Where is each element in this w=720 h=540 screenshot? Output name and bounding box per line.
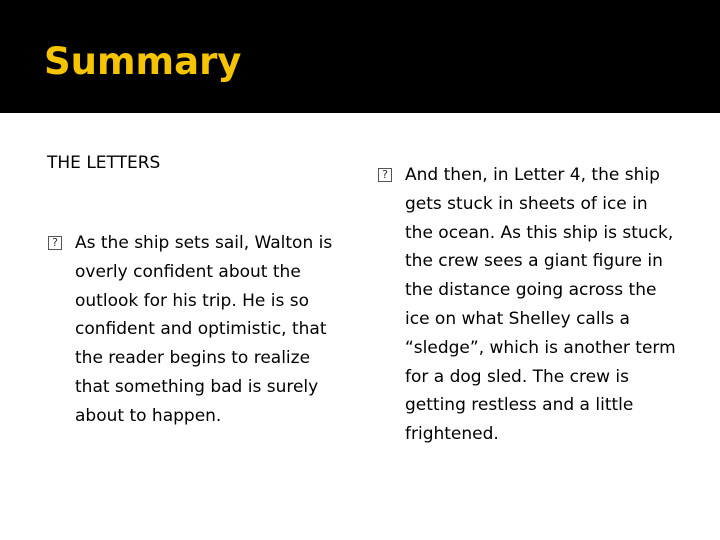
left-heading: THE LETTERS — [47, 153, 161, 173]
right-bullet-text: And then, in Letter 4, the ship gets stuck in sheets of ice in the ocean. As this ship is stuck, the crew sees a giant figure in the distance going across the ice on what Shelley calls a “sledge”, which is another term for a dog sled. The crew is getting restless and a little frightened. — [405, 165, 676, 445]
title-bar — [0, 0, 720, 113]
bullet-icon: ? — [378, 168, 392, 182]
bullet-icon: ? — [48, 236, 62, 250]
slide-title: Summary — [44, 40, 242, 83]
left-bullet-text: As the ship sets sail, Walton is overly confident about the outlook for his trip. He is so confident and optimistic, that the reader begins to realize that something bad is surely about to happen. — [75, 233, 333, 426]
right-bullet-item — [378, 161, 678, 449]
left-bullet-item — [48, 229, 348, 431]
